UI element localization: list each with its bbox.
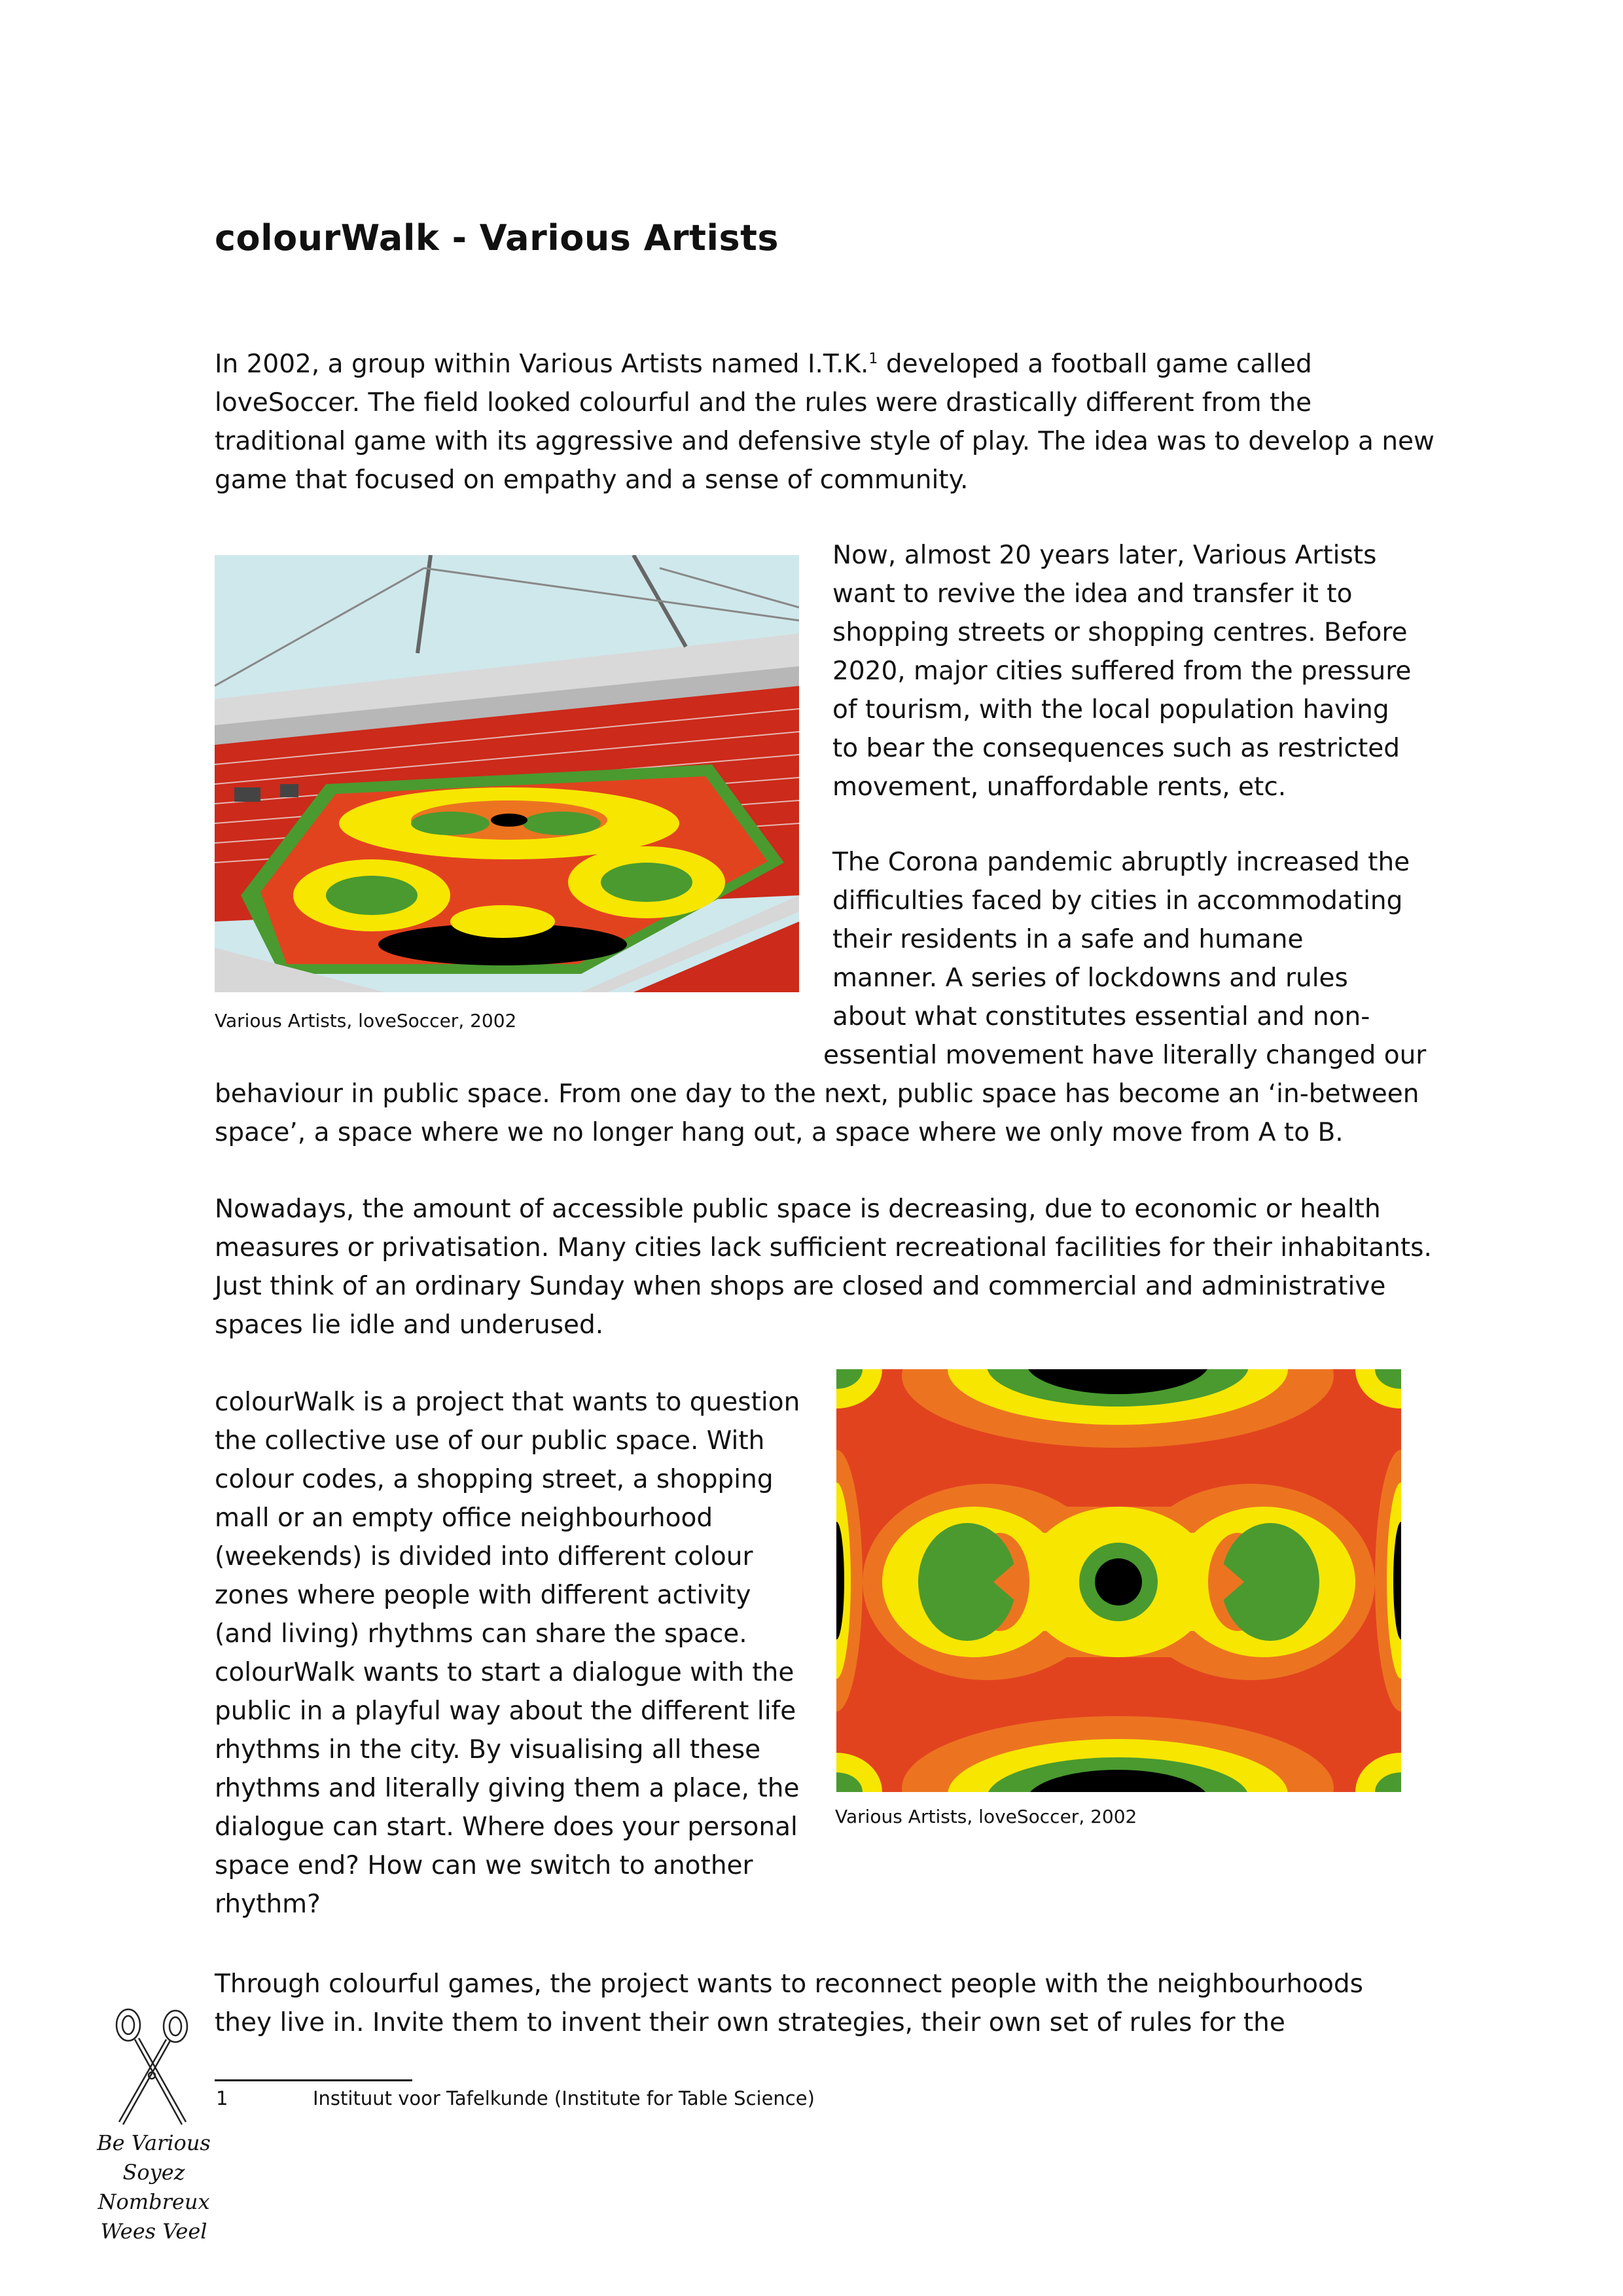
intro-line-1: In 2002, a group within Various Artists named I.T.K.$^1$ developed a football game called	[215, 350, 1312, 379]
para3-line: behaviour in public space. From one day to the next, public space has become an ‘in-between	[215, 1079, 1419, 1109]
para3-line: The Corona pandemic abruptly increased the	[832, 848, 1410, 877]
para5-line: colourWalk wants to start a dialogue with the	[215, 1658, 794, 1687]
footnote-rule	[215, 2079, 412, 2081]
para4-line: spaces lie idle and underused.	[215, 1310, 604, 1340]
para5-line: colourWalk is a project that wants to question	[215, 1388, 800, 1417]
paragraph-3	[215, 843, 1426, 1152]
para4-line: measures or privatisation. Many cities lack sufficient recreational facilities for their inhabitants.	[215, 1233, 1432, 1263]
paragraph-6	[215, 1965, 1363, 2042]
para5-line: rhythm?	[215, 1890, 321, 1919]
para2-line: movement, unaffordable rents, etc.	[832, 772, 1287, 802]
para4-line: Nowadays, the amount of accessible public space is decreasing, due to economic or health	[215, 1194, 1381, 1224]
footnote-text: Instituut voor Tafelkunde (Institute for Table Science)	[313, 2087, 815, 2109]
para5-line: mall or an empty office neighbourhood	[215, 1503, 713, 1533]
para3-line: space’, a space where we no longer hang out, a space where we only move from A to B.	[215, 1118, 1344, 1147]
intro-line-3: traditional game with its aggressive and defensive style of play. The idea was to develop a new	[215, 427, 1435, 456]
scissors-logo-icon	[110, 2007, 195, 2131]
intro-line-2: loveSoccer. The field looked colourful and the rules were drastically different from the	[215, 388, 1312, 418]
para3-line: manner. A series of lockdowns and rules	[832, 963, 1348, 993]
para5-line: public in a playful way about the different life	[215, 1696, 796, 1726]
para4-line: Just think of an ordinary Sunday when shops are closed and commercial and administrative	[215, 1272, 1386, 1301]
para2-line: 2020, major cities suffered from the pressure	[832, 656, 1412, 686]
intro-line-4: game that focused on empathy and a sense of community.	[215, 465, 969, 495]
figure1-caption: Various Artists, loveSoccer, 2002	[215, 1010, 517, 1031]
para6-line: Through colourful games, the project wants to reconnect people with the neighbourhoods	[215, 1969, 1363, 1999]
para2-line: shopping streets or shopping centres. Before	[832, 618, 1408, 647]
para6-line: they live in. Invite them to invent their own strategies, their own set of rules for the	[215, 2008, 1285, 2037]
para5-line: dialogue can start. Where does your personal	[215, 1812, 798, 1842]
para5-line: the collective use of our public space. With	[215, 1426, 765, 1456]
footnote-number: 1	[216, 2087, 228, 2109]
paragraph-5	[215, 1383, 800, 1924]
footnote-ref: 1	[868, 351, 878, 367]
page-title: colourWalk - Various Artists	[215, 217, 779, 259]
motto-line: Wees Veel	[100, 2219, 207, 2244]
para2-line: of tourism, with the local population having	[832, 695, 1389, 725]
colour-zones-image	[836, 1369, 1401, 1792]
motto	[72, 2128, 236, 2246]
figure2-caption: Various Artists, loveSoccer, 2002	[835, 1806, 1137, 1827]
para5-line: rhythms and literally giving them a place, the	[215, 1774, 800, 1803]
para5-line: zones where people with different activity	[215, 1581, 751, 1610]
para3-line: about what constitutes essential and non-	[832, 1002, 1370, 1031]
para3-line: essential movement have literally changed our	[823, 1041, 1427, 1070]
para2-line: Now, almost 20 years later, Various Artists	[832, 541, 1377, 570]
para5-line: rhythms in the city. By visualising all these	[215, 1735, 761, 1765]
para5-line: colour codes, a shopping street, a shopping	[215, 1465, 774, 1494]
para2-line: to bear the consequences such as restricted	[832, 734, 1400, 763]
para3-line: their residents in a safe and humane	[832, 925, 1304, 954]
intro-paragraph	[215, 345, 1435, 499]
motto-line: Soyez Nombreux	[98, 2160, 210, 2214]
para2-line: want to revive the idea and transfer it to	[832, 579, 1353, 609]
para5-line: (weekends) is divided into different colour	[215, 1542, 753, 1571]
para5-line: space end? How can we switch to another	[215, 1851, 753, 1880]
motto-line: Be Various	[97, 2130, 211, 2155]
paragraph-4	[215, 1190, 1432, 1344]
para5-line: (and living) rhythms can share the space.	[215, 1619, 747, 1649]
para3-line: difficulties faced by cities in accommodating	[832, 886, 1403, 916]
paragraph-2	[832, 536, 1411, 806]
